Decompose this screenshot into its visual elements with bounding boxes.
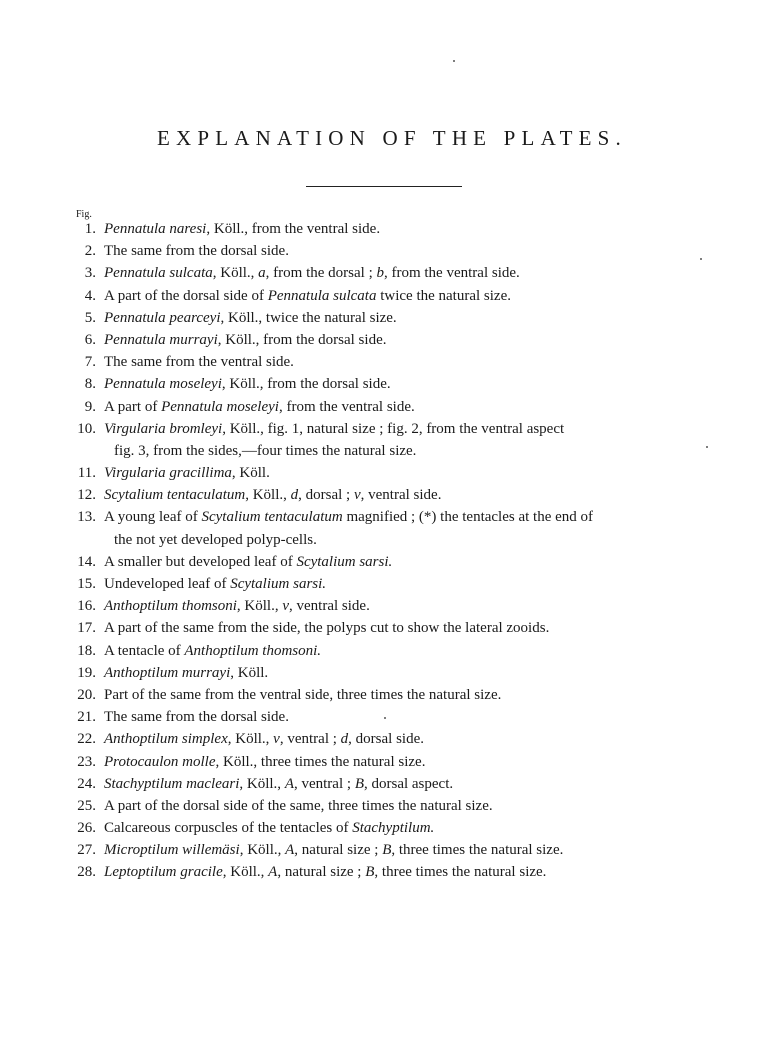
caption-text: , three times the natural size. xyxy=(374,864,547,881)
caption-text: fig. 3, from the sides,—four times the natural size. xyxy=(114,442,417,459)
figure-caption xyxy=(104,462,714,484)
scan-speck xyxy=(706,446,708,448)
page-title: EXPLANATION OF THE PLATES. xyxy=(157,126,627,150)
figure-number: 14. xyxy=(77,553,96,570)
caption-text: , from the ventral side. xyxy=(383,265,520,282)
caption-text: the not yet developed polyp-cells. xyxy=(114,531,317,548)
italic-text: Scytalium sarsi. xyxy=(296,553,393,570)
figure-caption xyxy=(104,839,714,861)
figure-number: 9. xyxy=(84,398,96,415)
figure-caption xyxy=(104,795,714,817)
italic-text: B xyxy=(382,842,392,859)
figure-caption xyxy=(104,706,714,728)
figure-number: 17. xyxy=(77,620,96,637)
plate-entry xyxy=(0,262,776,284)
figure-caption xyxy=(104,240,714,262)
italic-text: B xyxy=(365,864,375,881)
italic-text: v xyxy=(353,487,361,504)
figure-caption xyxy=(104,684,714,706)
italic-text: A xyxy=(285,842,295,859)
italic-text: Pennatula pearceyi xyxy=(104,309,221,326)
caption-text: A part of the same from the side, the polyps cut to show the lateral zooids. xyxy=(104,620,550,637)
figure-number: 18. xyxy=(77,642,96,659)
figure-number: 26. xyxy=(77,820,96,837)
scan-speck xyxy=(700,258,702,260)
figure-caption xyxy=(104,640,714,662)
figure-number: 8. xyxy=(84,376,96,393)
caption-text: , Köll., xyxy=(239,842,286,859)
italic-text: Pennatula moseleyi xyxy=(161,398,279,415)
plate-entry xyxy=(0,684,776,706)
italic-text: A xyxy=(268,864,278,881)
figure-number: 28. xyxy=(77,864,96,881)
figure-caption xyxy=(104,617,714,639)
caption-text: , Köll., xyxy=(222,864,269,881)
figure-caption xyxy=(104,595,714,617)
figure-number: 13. xyxy=(77,509,96,526)
caption-text: The same from the dorsal side. xyxy=(104,709,289,726)
figure-number: 4. xyxy=(84,287,96,304)
italic-text: Protocaulon molle xyxy=(104,753,216,770)
italic-text: Anthoptilum simplex xyxy=(104,731,228,748)
plate-explanation-list xyxy=(0,218,776,884)
italic-text: Pennatula sulcata xyxy=(267,287,377,304)
title-rule xyxy=(306,186,462,187)
italic-text: d xyxy=(340,731,349,748)
caption-text: A smaller but developed leaf of xyxy=(104,553,297,570)
figure-caption xyxy=(104,484,714,506)
caption-text: Undeveloped leaf of xyxy=(104,576,231,593)
plate-entry xyxy=(0,506,776,550)
figure-number: 10. xyxy=(77,420,96,437)
italic-text: Pennatula naresi xyxy=(104,221,207,237)
italic-text: Stachyptilum macleari xyxy=(104,775,240,792)
plate-entry xyxy=(0,351,776,373)
caption-text: , Köll., three times the natural size. xyxy=(215,753,426,770)
caption-text: The same from the ventral side. xyxy=(104,354,294,371)
plate-entry xyxy=(0,329,776,351)
caption-continuation xyxy=(104,440,714,462)
figure-number: 23. xyxy=(77,753,96,770)
plate-entry xyxy=(0,595,776,617)
italic-text: Virgularia gracillima xyxy=(104,465,232,482)
italic-text: Pennatula sulcata xyxy=(104,265,213,282)
caption-text: A part of the dorsal side of xyxy=(104,287,268,304)
caption-text: , ventral ; xyxy=(279,731,341,748)
caption-text: , Köll., fig. 1, natural size ; fig. 2, from the ventral aspect xyxy=(222,420,565,437)
plate-entry xyxy=(0,484,776,506)
figure-number: 5. xyxy=(84,309,96,326)
plate-entry xyxy=(0,307,776,329)
caption-text: , from the ventral side. xyxy=(278,398,415,415)
figure-caption xyxy=(104,285,714,307)
italic-text: Scytalium sarsi. xyxy=(230,576,327,593)
caption-text: , Köll., xyxy=(245,487,291,504)
caption-text: , Köll. xyxy=(231,465,270,482)
figure-number: 3. xyxy=(84,265,96,282)
italic-text: b xyxy=(376,265,384,282)
plate-entry xyxy=(0,373,776,395)
plate-entry xyxy=(0,418,776,462)
plate-entry xyxy=(0,240,776,262)
figure-caption xyxy=(104,817,714,839)
figure-number: 15. xyxy=(77,576,96,593)
figure-caption xyxy=(104,329,714,351)
figure-number: 21. xyxy=(77,709,96,726)
caption-text: , dorsal side. xyxy=(348,731,424,748)
plate-entry xyxy=(0,817,776,839)
caption-text: A young leaf of xyxy=(104,509,202,526)
caption-text: , ventral ; xyxy=(293,775,355,792)
figure-number: 2. xyxy=(84,243,96,260)
plate-entry xyxy=(0,573,776,595)
figure-caption xyxy=(104,861,714,883)
caption-text: Calcareous corpuscles of the tentacles of xyxy=(104,820,353,837)
caption-text: , Köll., xyxy=(227,731,274,748)
caption-text: , Köll., from the ventral side. xyxy=(206,221,381,237)
caption-text: , Köll., from the dorsal side. xyxy=(221,376,391,393)
italic-text: A xyxy=(284,775,294,792)
plate-entry xyxy=(0,839,776,861)
plate-entry xyxy=(0,285,776,307)
plate-entry xyxy=(0,551,776,573)
plate-entry xyxy=(0,617,776,639)
plate-entry xyxy=(0,773,776,795)
figure-caption xyxy=(104,773,714,795)
figure-caption xyxy=(104,751,714,773)
caption-text: , Köll., xyxy=(236,598,283,615)
plate-entry xyxy=(0,462,776,484)
caption-text: , ventral side. xyxy=(360,487,442,504)
italic-text: B xyxy=(354,775,364,792)
figure-caption xyxy=(104,396,714,418)
italic-text: Leptoptilum gracile xyxy=(104,864,223,881)
plate-entry xyxy=(0,662,776,684)
italic-text: Anthoptilum murrayi xyxy=(104,664,231,681)
caption-text: A tentacle of xyxy=(104,642,185,659)
figure-caption xyxy=(104,351,714,373)
figure-number: 7. xyxy=(84,354,96,371)
plate-entry xyxy=(0,218,776,240)
caption-text: , Köll., twice the natural size. xyxy=(220,309,397,326)
caption-text: , natural size ; xyxy=(277,864,366,881)
caption-text: The same from the dorsal side. xyxy=(104,243,289,260)
italic-text: Pennatula murrayi xyxy=(104,331,218,348)
caption-text: , dorsal ; xyxy=(298,487,354,504)
italic-text: Pennatula moseleyi xyxy=(104,376,222,393)
caption-text: , dorsal aspect. xyxy=(363,775,454,792)
figure-caption xyxy=(104,551,714,573)
plate-entry xyxy=(0,640,776,662)
caption-text: A part of xyxy=(104,398,162,415)
caption-text: , Köll. xyxy=(230,664,269,681)
figure-number: 19. xyxy=(77,664,96,681)
caption-text: , ventral side. xyxy=(289,598,370,615)
figure-caption xyxy=(104,728,714,750)
caption-text: twice the natural size. xyxy=(376,287,511,304)
italic-text: Anthoptilum thomsoni xyxy=(104,598,237,615)
caption-text: , Köll., xyxy=(239,775,285,792)
caption-continuation xyxy=(104,529,714,551)
italic-text: Virgularia bromleyi xyxy=(104,420,223,437)
plate-entry xyxy=(0,396,776,418)
plate-entry xyxy=(0,751,776,773)
figure-caption xyxy=(104,218,714,240)
plate-entry xyxy=(0,728,776,750)
scan-speck xyxy=(453,60,455,62)
figure-caption xyxy=(104,506,714,550)
figure-number: 22. xyxy=(77,731,96,748)
italic-text: a xyxy=(258,265,266,282)
italic-text: Scytalium tentaculatum xyxy=(104,487,246,504)
figure-number: 24. xyxy=(77,775,96,792)
figure-number: 6. xyxy=(84,331,96,348)
figure-number: 20. xyxy=(77,686,96,703)
caption-text: , Köll., xyxy=(212,265,259,282)
caption-text: Part of the same from the ventral side, three times the natural size. xyxy=(104,686,502,703)
figure-number: 27. xyxy=(77,842,96,859)
figure-caption xyxy=(104,373,714,395)
caption-text: , Köll., from the dorsal side. xyxy=(217,331,387,348)
plate-entry xyxy=(0,795,776,817)
figure-caption xyxy=(104,262,714,284)
figure-number: 12. xyxy=(77,487,96,504)
italic-text: Anthoptilum thomsoni. xyxy=(184,642,322,659)
caption-text: , three times the natural size. xyxy=(391,842,564,859)
italic-text: v xyxy=(273,731,280,748)
figure-caption xyxy=(104,418,714,462)
figure-caption xyxy=(104,307,714,329)
figure-number: 25. xyxy=(77,797,96,814)
italic-text: d xyxy=(290,487,299,504)
italic-text: Microptilum willemäsi xyxy=(104,842,240,859)
caption-text: magnified ; (*) the tentacles at the end of xyxy=(342,509,594,526)
caption-text: A part of the dorsal side of the same, three times the natural size. xyxy=(104,797,493,814)
plate-entry xyxy=(0,861,776,883)
caption-text: , natural size ; xyxy=(294,842,383,859)
fig-label: Fig. xyxy=(76,209,92,220)
figure-caption xyxy=(104,662,714,684)
figure-number: 11. xyxy=(77,465,96,482)
italic-text: Scytalium tentaculatum xyxy=(201,509,343,526)
italic-text: Stachyptilum. xyxy=(352,820,435,837)
scan-speck xyxy=(384,717,386,719)
plate-entry xyxy=(0,706,776,728)
caption-text: , from the dorsal ; xyxy=(265,265,377,282)
figure-number: 16. xyxy=(77,598,96,615)
figure-caption xyxy=(104,573,714,595)
italic-text: v xyxy=(282,598,290,615)
figure-number: 1. xyxy=(84,221,96,237)
